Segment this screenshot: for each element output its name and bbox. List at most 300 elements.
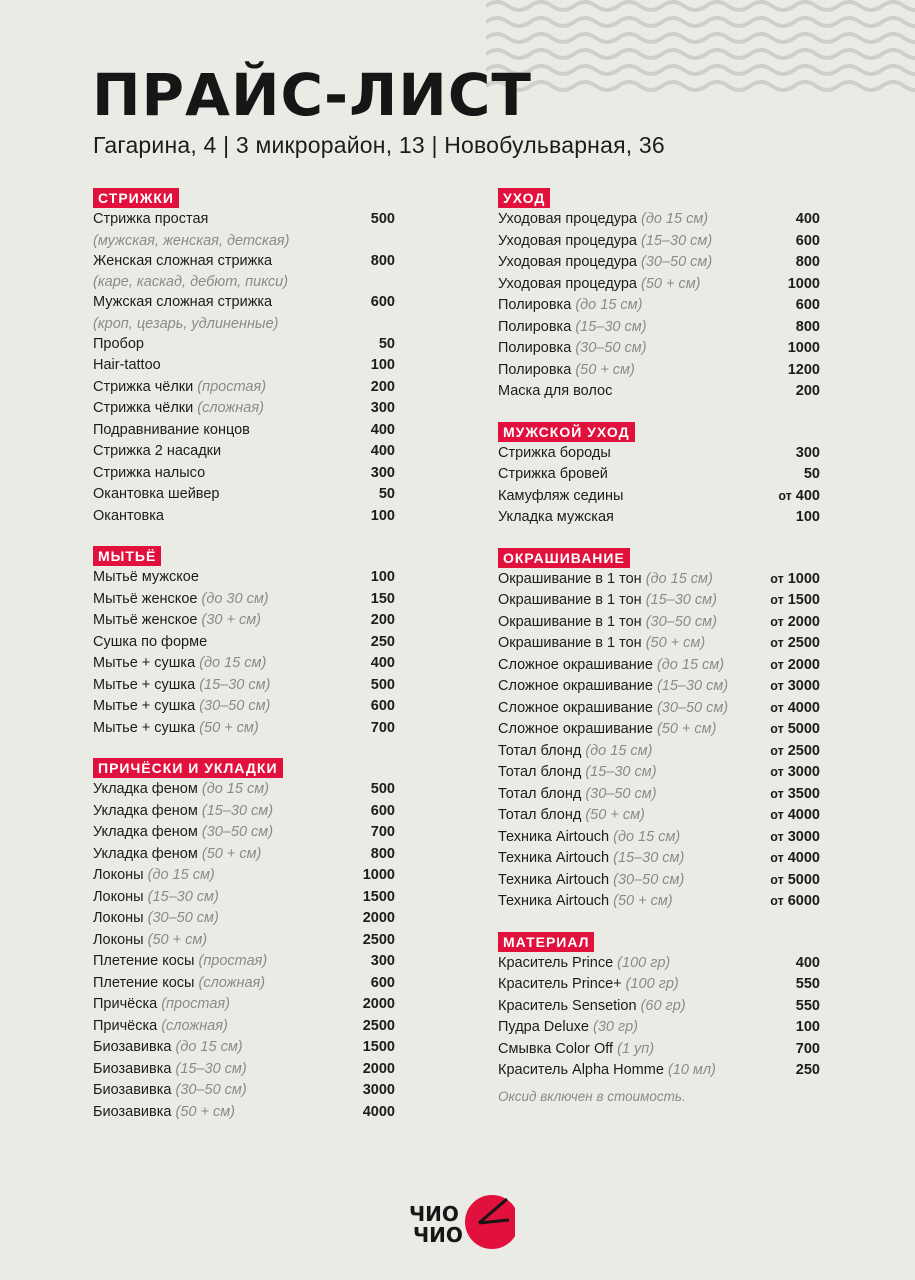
service-name: Пудра Deluxe — [498, 1019, 589, 1035]
price-row — [498, 827, 820, 849]
price-row — [498, 784, 820, 806]
service-name-cell — [93, 1016, 355, 1038]
service-price — [770, 676, 820, 698]
price-value: 1200 — [787, 361, 820, 378]
price-value: 500 — [370, 211, 395, 227]
price-prefix: от — [770, 872, 784, 887]
service-name-cell — [498, 1060, 780, 1082]
service-name: Уходовая процедура — [498, 211, 637, 227]
section-heading: УХОД — [498, 188, 550, 208]
price-row — [93, 1080, 395, 1102]
service-name: Тотал блонд — [498, 764, 582, 780]
footnote: Оксид включен в стоимость. — [498, 1088, 686, 1104]
price-value: 1500 — [787, 592, 820, 608]
service-name-cell — [93, 1059, 355, 1081]
service-name: Уходовая процедура — [498, 232, 637, 249]
price-row — [498, 590, 820, 612]
price-row — [93, 589, 395, 611]
price-row — [93, 822, 395, 844]
service-name: Мытье + сушка — [93, 655, 196, 671]
service-name-cell — [498, 317, 780, 339]
price-value: 2000 — [787, 656, 820, 673]
service-price — [355, 822, 395, 844]
service-name-cell — [93, 209, 355, 231]
service-name-cell — [498, 507, 780, 529]
service-note: (30–50 см) — [613, 871, 685, 888]
service-name: Укладка мужская — [498, 509, 614, 525]
service-price — [355, 1016, 395, 1038]
service-name: Техника Airtouch — [498, 850, 610, 866]
service-name-cell — [93, 718, 355, 740]
price-row — [93, 951, 395, 973]
price-value: 100 — [370, 569, 395, 585]
section-heading: МУЖСКОЙ УХОД — [498, 422, 635, 442]
service-price — [355, 1059, 395, 1081]
service-price — [355, 653, 395, 675]
price-value: 2000 — [362, 910, 395, 926]
service-price — [355, 951, 395, 973]
price-prefix: от — [770, 636, 784, 650]
price-value: 100 — [795, 1019, 820, 1035]
service-name: Краситель Alpha Homme — [498, 1062, 664, 1078]
service-note: (50 + см) — [175, 1103, 236, 1120]
price-value: 6000 — [787, 893, 820, 909]
price-value: 400 — [795, 954, 820, 971]
service-price — [780, 317, 820, 339]
service-name-cell — [93, 994, 355, 1016]
service-note: (сложная) — [197, 400, 264, 416]
service-name-cell — [498, 295, 780, 317]
service-name-cell — [498, 338, 780, 360]
service-name-cell — [498, 996, 780, 1018]
service-name-cell — [498, 381, 780, 403]
service-price — [780, 996, 820, 1018]
service-name: Мытьё женское — [93, 612, 198, 628]
service-name: Биозавивка — [93, 1039, 172, 1055]
service-name: Окрашивание в 1 тон — [498, 592, 642, 608]
service-price — [355, 1102, 395, 1124]
service-name: Стрижка налысо — [93, 464, 206, 481]
price-row — [93, 718, 395, 740]
price-value: 50 — [803, 466, 820, 482]
service-note: (30–50 см) — [175, 1082, 247, 1098]
service-name: Тотал блонд — [498, 807, 582, 823]
service-name-cell — [93, 463, 355, 485]
service-name-cell — [498, 805, 770, 827]
logo-line-1: ЧИО — [409, 1202, 459, 1226]
service-price — [770, 590, 820, 612]
service-name: Плетение косы — [93, 974, 195, 991]
price-row — [498, 317, 820, 339]
service-price — [780, 1060, 820, 1082]
price-row — [498, 741, 820, 763]
service-name-cell — [498, 891, 770, 913]
service-price — [780, 1039, 820, 1061]
service-name-cell — [93, 930, 355, 952]
price-value: 100 — [370, 507, 395, 524]
service-name-cell — [498, 698, 770, 720]
service-name: Причёска — [93, 1017, 158, 1034]
service-price — [770, 870, 820, 892]
service-note: (до 15 см) — [585, 742, 653, 759]
service-price — [355, 865, 395, 887]
price-value: 3000 — [787, 764, 820, 780]
price-row — [498, 1039, 820, 1061]
price-value: 1000 — [787, 570, 820, 587]
price-row — [93, 355, 395, 377]
price-prefix: от — [770, 679, 784, 693]
service-name-cell — [93, 973, 355, 995]
service-name: Сложное окрашивание — [498, 699, 653, 716]
left-column — [93, 188, 395, 1142]
price-row — [498, 870, 820, 892]
service-name-cell — [93, 355, 355, 377]
service-name: Укладка феном — [93, 824, 198, 840]
service-note: (до 15 см) — [175, 1039, 243, 1055]
service-name-cell — [498, 612, 770, 634]
wave-pattern — [486, 0, 915, 92]
service-note: (до 15 см) — [656, 656, 725, 673]
service-price — [355, 632, 395, 654]
price-row — [498, 996, 820, 1018]
service-name-cell — [498, 741, 770, 763]
service-price — [355, 801, 395, 823]
service-price — [355, 589, 395, 611]
service-price — [780, 338, 820, 360]
service-name: Локоны — [93, 888, 144, 905]
service-name-cell — [93, 801, 355, 823]
service-price — [770, 741, 820, 763]
service-name-cell — [93, 696, 355, 718]
service-name: Полировка — [498, 340, 572, 356]
price-value: 1000 — [787, 340, 820, 356]
service-note: (сложная) — [198, 974, 266, 991]
service-name: Мужская сложная стрижка — [93, 294, 273, 310]
service-name-cell — [93, 420, 355, 442]
service-note: (1 уп) — [617, 1040, 655, 1057]
price-value: 300 — [370, 464, 395, 481]
service-price — [780, 443, 820, 465]
service-name-cell — [93, 589, 355, 611]
price-row — [498, 633, 820, 655]
service-price — [355, 844, 395, 866]
service-price — [355, 463, 395, 485]
service-price — [770, 612, 820, 634]
price-prefix: от — [778, 488, 792, 503]
service-name: Мытье + сушка — [93, 698, 196, 714]
page-title: ПРАЙС-ЛИСТ — [92, 61, 532, 129]
service-name: Биозавивка — [93, 1103, 172, 1120]
service-name: Техника Airtouch — [498, 871, 610, 888]
service-note: (15–30 см) — [575, 318, 647, 335]
service-price — [355, 209, 395, 231]
service-name: Уходовая процедура — [498, 275, 637, 292]
service-price — [770, 698, 820, 720]
section-heading: ПРИЧЁСКИ И УКЛАДКИ — [93, 758, 283, 778]
service-note: (50 + см) — [613, 893, 673, 909]
service-note: (15–30 см) — [645, 592, 717, 608]
price-value: 2000 — [362, 996, 395, 1012]
service-name-cell — [93, 506, 355, 528]
service-name-cell — [93, 1102, 355, 1124]
price-row — [498, 848, 820, 870]
service-price — [780, 1017, 820, 1039]
service-note: (30–50 см) — [575, 340, 647, 356]
service-note: (до 15 см) — [199, 655, 267, 671]
price-value: 2500 — [787, 742, 820, 759]
price-row — [93, 1016, 395, 1038]
service-name-cell — [498, 360, 780, 382]
price-row — [93, 930, 395, 952]
service-note: (до 15 см) — [147, 867, 215, 883]
service-name: Маска для волос — [498, 383, 613, 399]
price-value: 600 — [370, 974, 395, 991]
price-row — [498, 252, 820, 274]
service-note: (15–30 см) — [640, 232, 713, 249]
service-name-cell — [498, 209, 780, 231]
price-prefix: от — [770, 786, 784, 801]
section-heading: СТРИЖКИ — [93, 188, 179, 208]
service-note: (30–50 см) — [199, 698, 271, 714]
service-name: Краситель Sensetion — [498, 997, 637, 1014]
price-prefix: от — [770, 808, 784, 822]
service-price — [355, 675, 395, 697]
service-name-cell — [498, 870, 770, 892]
price-row — [93, 994, 395, 1016]
service-name-cell — [498, 231, 780, 253]
service-note: (15–30 см) — [201, 802, 274, 819]
price-row — [93, 506, 395, 528]
price-row — [93, 398, 395, 420]
service-note: (50 + см) — [575, 361, 635, 378]
service-name: Стрижка простая — [93, 211, 209, 227]
price-row — [498, 295, 820, 317]
service-price — [355, 973, 395, 995]
price-value: 150 — [370, 590, 395, 607]
service-price — [780, 231, 820, 253]
service-name: Женская сложная стрижка — [93, 252, 273, 269]
price-row — [498, 1060, 820, 1082]
service-price — [770, 569, 820, 591]
price-row — [498, 274, 820, 296]
price-value: 400 — [370, 655, 395, 671]
service-name-cell — [93, 484, 355, 506]
service-note: (30–50 см) — [645, 613, 717, 630]
service-price — [780, 252, 820, 274]
service-note: (60 гр) — [640, 997, 686, 1014]
service-price — [780, 464, 820, 486]
price-row — [498, 1017, 820, 1039]
price-prefix: от — [770, 593, 784, 607]
price-row — [93, 209, 395, 231]
service-note: (сложная) — [161, 1017, 228, 1034]
price-value: 400 — [795, 211, 820, 227]
service-name-cell — [93, 779, 355, 801]
section-care — [498, 188, 820, 403]
price-row — [498, 231, 820, 253]
price-row — [93, 865, 395, 887]
logo-line-2: ЧИО — [413, 1223, 463, 1247]
price-row — [498, 655, 820, 677]
service-note: (50 + см) — [640, 275, 701, 292]
price-value: 100 — [795, 509, 820, 525]
price-prefix: от — [770, 765, 784, 779]
price-value: 250 — [370, 633, 395, 650]
service-price — [355, 779, 395, 801]
service-price — [355, 355, 395, 377]
service-note: (15–30 см) — [613, 850, 685, 866]
service-name-cell — [498, 590, 770, 612]
service-name: Стрижка 2 насадки — [93, 443, 222, 459]
service-name: Камуфляж седины — [498, 487, 624, 504]
price-prefix: от — [770, 657, 784, 672]
service-name: Локоны — [93, 931, 144, 948]
price-value: 1000 — [787, 275, 820, 292]
price-row — [93, 1037, 395, 1059]
price-value: 200 — [370, 612, 395, 628]
service-price — [355, 377, 395, 399]
service-name-cell — [498, 676, 770, 698]
price-row — [498, 443, 820, 465]
price-value: 200 — [370, 378, 395, 395]
service-name-cell — [93, 334, 355, 356]
service-price — [770, 848, 820, 870]
section-washing — [93, 546, 395, 739]
price-value: 2500 — [362, 931, 395, 948]
service-name-cell — [498, 464, 780, 486]
service-price — [770, 719, 820, 741]
price-row — [93, 973, 395, 995]
service-note: (15–30 см) — [175, 1060, 247, 1077]
service-price — [355, 506, 395, 528]
service-name: Укладка феном — [93, 845, 198, 862]
service-name-cell — [498, 655, 770, 677]
service-note: (50 + см) — [201, 845, 262, 862]
service-name: Сложное окрашивание — [498, 656, 653, 673]
price-value: 50 — [378, 335, 395, 352]
price-row — [93, 844, 395, 866]
service-name: Тотал блонд — [498, 785, 582, 802]
service-name: Краситель Prince — [498, 954, 614, 971]
service-price — [780, 295, 820, 317]
service-name: Полировка — [498, 318, 572, 335]
section-heading: МАТЕРИАЛ — [498, 932, 594, 952]
service-note: (30–50 см) — [585, 785, 657, 802]
price-value: 500 — [370, 676, 395, 693]
service-note: (до 15 см) — [575, 297, 643, 313]
service-name: Сушка по форме — [93, 633, 208, 650]
section-coloring — [498, 548, 820, 913]
service-name-cell — [93, 610, 355, 632]
price-prefix: от — [770, 851, 784, 865]
section-heading: ОКРАШИВАНИЕ — [498, 548, 630, 568]
service-price — [770, 784, 820, 806]
service-name: Мытьё женское — [93, 590, 198, 607]
service-note: (до 30 см) — [201, 590, 269, 607]
price-value: 4000 — [787, 699, 820, 716]
service-name: Техника Airtouch — [498, 893, 610, 909]
price-row — [93, 675, 395, 697]
price-value: 2000 — [362, 1060, 395, 1077]
service-name-cell — [498, 569, 770, 591]
service-name-cell — [93, 567, 355, 589]
section-heading: МЫТЬЁ — [93, 546, 161, 566]
service-note: (30–50 см) — [147, 910, 219, 926]
price-row — [498, 464, 820, 486]
price-prefix: от — [770, 829, 784, 844]
service-note: (50 + см) — [656, 721, 717, 737]
service-price — [355, 718, 395, 740]
price-value: 800 — [795, 318, 820, 335]
price-value: 400 — [370, 443, 395, 459]
service-note: (15–30 см) — [656, 678, 729, 694]
service-name: Тотал блонд — [498, 742, 582, 759]
price-value: 200 — [795, 383, 820, 399]
price-prefix: от — [770, 894, 784, 908]
service-note: (простая) — [198, 953, 268, 969]
service-price — [355, 292, 395, 314]
price-value: 1000 — [362, 867, 395, 883]
price-value: 400 — [795, 487, 820, 504]
service-name: Полировка — [498, 297, 572, 313]
section-haircuts — [93, 188, 395, 527]
service-name: Пробор — [93, 335, 144, 352]
service-name-cell — [498, 633, 770, 655]
service-price — [355, 251, 395, 273]
service-name-cell — [498, 1039, 780, 1061]
service-price — [355, 484, 395, 506]
price-row — [93, 484, 395, 506]
price-row — [93, 801, 395, 823]
service-note: (15–30 см) — [147, 888, 219, 905]
service-price — [778, 486, 820, 508]
service-name: Сложное окрашивание — [498, 678, 653, 694]
price-row — [498, 953, 820, 975]
service-note: (50 + см) — [645, 635, 706, 651]
service-price — [780, 381, 820, 403]
service-name: Биозавивка — [93, 1060, 172, 1077]
price-value: 500 — [370, 781, 395, 797]
section-styling — [93, 758, 395, 1123]
service-note: (простая) — [161, 996, 230, 1012]
price-row — [93, 441, 395, 463]
price-row — [498, 381, 820, 403]
service-price — [770, 827, 820, 849]
service-price — [355, 696, 395, 718]
service-name: Мытье + сушка — [93, 676, 196, 693]
service-name: Окрашивание в 1 тон — [498, 635, 642, 651]
service-name-cell — [498, 443, 780, 465]
service-name-cell — [498, 827, 770, 849]
service-price — [770, 655, 820, 677]
price-row — [93, 887, 395, 909]
service-name: Техника Airtouch — [498, 828, 610, 845]
service-name: Стрижка бровей — [498, 466, 608, 482]
price-value: 700 — [795, 1040, 820, 1057]
price-row — [498, 507, 820, 529]
service-price — [355, 420, 395, 442]
price-value: 800 — [795, 254, 820, 270]
service-name-cell — [498, 762, 770, 784]
service-name-cell — [93, 865, 355, 887]
price-row — [498, 762, 820, 784]
price-value: 4000 — [787, 807, 820, 823]
price-value: 600 — [370, 802, 395, 819]
service-name: Мытье + сушка — [93, 719, 196, 736]
price-value: 1500 — [362, 1039, 395, 1055]
price-value: 800 — [370, 845, 395, 862]
price-value: 5000 — [787, 871, 820, 888]
